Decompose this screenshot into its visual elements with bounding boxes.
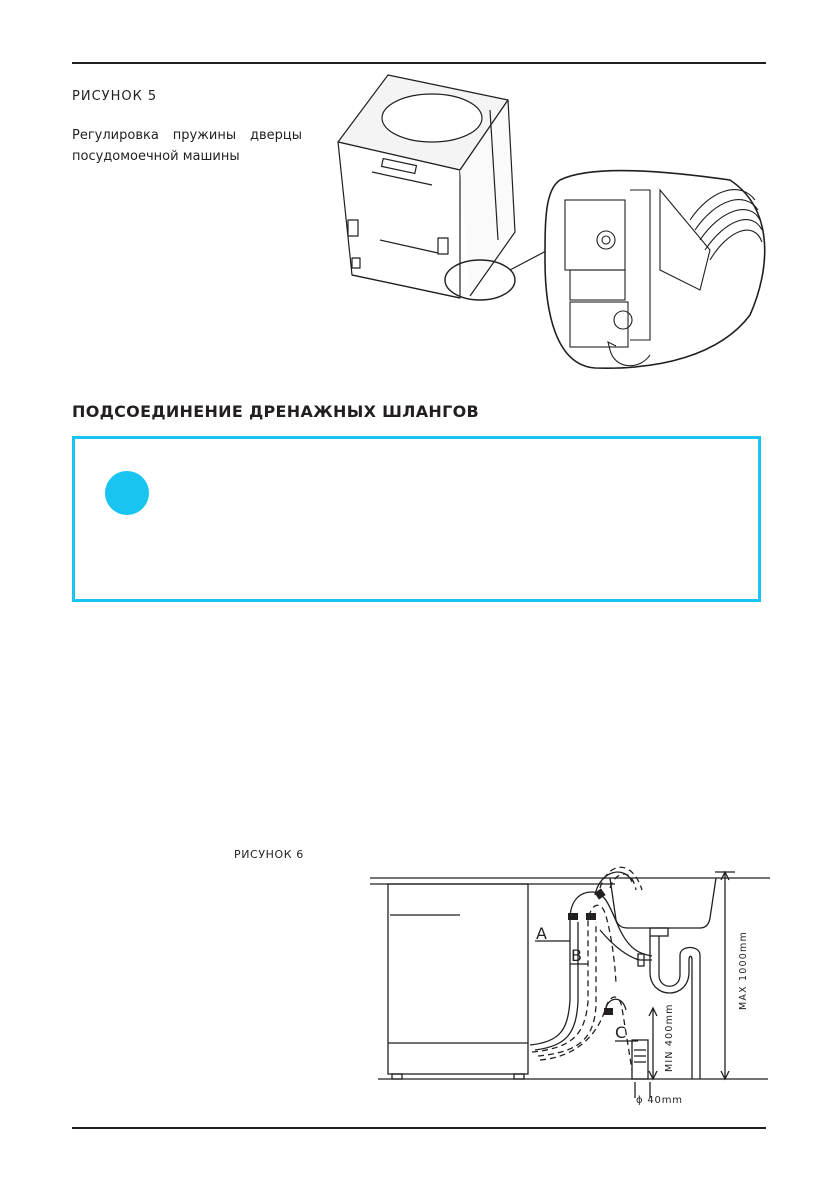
standpipe	[632, 1040, 648, 1079]
header-rule	[72, 62, 766, 64]
dishwasher-body	[388, 884, 528, 1074]
hose-a-label: A	[536, 924, 547, 943]
hose-b-label: B	[571, 946, 582, 965]
section-title: ПОДСОЕДИНЕНИЕ ДРЕНАЖНЫХ ШЛАНГОВ	[72, 402, 480, 421]
hose-c-label: C	[615, 1023, 627, 1042]
figure-6-label: РИСУНОК 6	[234, 848, 304, 861]
figure-6-drain-hose-diagram	[370, 860, 770, 1110]
spring-detail-view	[545, 171, 765, 369]
figure-5-label: РИСУНОК 5	[72, 89, 158, 104]
sink	[610, 878, 716, 928]
info-note-box	[72, 436, 761, 602]
diameter-label: ϕ 40mm	[636, 1095, 683, 1106]
max-height-label: MAX 1000mm	[738, 931, 749, 1010]
info-icon	[105, 471, 149, 515]
footer-rule	[72, 1127, 766, 1129]
min-height-label: MIN 400mm	[664, 1003, 675, 1072]
figure-5-caption: Регулировка пружины дверцы посудомоечной машины	[72, 128, 302, 164]
figure-5-dishwasher-illustration	[330, 70, 770, 375]
